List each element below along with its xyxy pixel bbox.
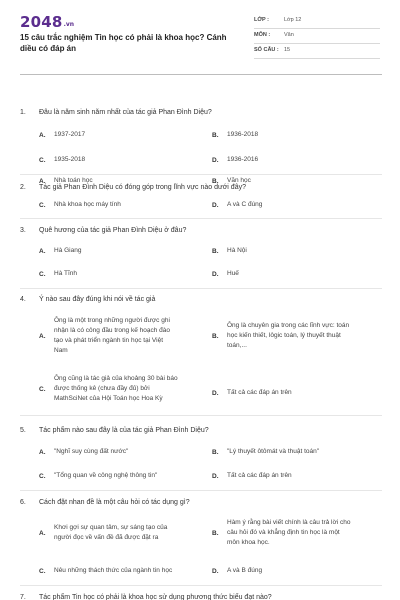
question-2-option-d[interactable]	[212, 200, 262, 210]
question-5-option-a[interactable]	[39, 447, 128, 457]
meta-label: LỚP :	[254, 17, 269, 23]
question-7	[20, 593, 272, 600]
option-letter: B.	[212, 529, 219, 537]
option-line: học kiến thiết, lôgic toán, lý thuyết thuật	[227, 332, 341, 339]
option-line: tạo và phát triển ngành tin học tại Việt	[54, 337, 164, 344]
header-divider	[20, 74, 382, 75]
option-text: A và B đúng	[227, 567, 263, 574]
option-text	[227, 321, 349, 351]
meta-grade	[254, 14, 380, 29]
option-text	[54, 316, 170, 356]
question-text: Đâu là năm sinh năm nhất của tác giả Phan Đình Diệu?	[39, 109, 212, 116]
option-letter: A.	[39, 448, 46, 456]
question-5	[20, 426, 209, 435]
option-text: "Tổng quan về công nghệ thông tin"	[54, 472, 158, 479]
option-line: Ông là chuyên gia trong các lĩnh vực: toán	[227, 322, 350, 329]
option-text: Nêu những thách thức của ngành tin học	[54, 567, 173, 574]
option-letter: A.	[39, 332, 46, 340]
question-3-option-d[interactable]	[212, 269, 239, 279]
option-line: Hàm ý rằng bài viết chính là câu trả lời cho	[227, 519, 351, 526]
question-number: 5.	[20, 427, 26, 434]
question-text: Ý nào sau đây đúng khi nói về tác giả	[39, 296, 156, 303]
question-6-option-c[interactable]	[39, 566, 172, 576]
option-letter: D.	[212, 201, 219, 209]
option-text: Hà Giang	[54, 247, 82, 254]
logo-text: 2048	[20, 13, 63, 31]
question-2-option-c[interactable]	[39, 200, 121, 210]
option-text	[54, 523, 167, 543]
question-1-option-a[interactable]	[39, 130, 85, 140]
option-line: Ông là một trong những người được ghi	[54, 317, 170, 324]
option-line: MathSciNet của Hội Toán học Hoa Kỳ	[54, 395, 163, 402]
question-4-option-b[interactable]	[212, 321, 349, 351]
question-5-option-c[interactable]	[39, 471, 157, 481]
question-text: Tác phẩm nào sau đây là của tác giả Phan Đình Diệu?	[39, 427, 209, 434]
question-number: 7.	[20, 594, 26, 600]
question-6-option-d[interactable]	[212, 566, 262, 576]
question-3-option-a[interactable]	[39, 246, 81, 256]
option-text: Nhà khoa học máy tính	[54, 201, 121, 208]
question-separator	[20, 288, 382, 289]
option-line: môn khoa học.	[227, 539, 270, 546]
option-letter: C.	[39, 201, 46, 209]
option-letter: B.	[212, 247, 219, 255]
meta-value: 15	[284, 47, 291, 53]
option-letter: D.	[212, 472, 219, 480]
meta-question-count	[254, 44, 380, 59]
question-6-option-a[interactable]	[39, 523, 167, 543]
option-letter: B.	[212, 332, 219, 340]
question-4-option-d[interactable]	[212, 388, 292, 398]
question-number: 2.	[20, 184, 26, 191]
option-line: người đọc về vấn đề đã được đặt ra	[54, 534, 159, 541]
option-letter: A.	[39, 131, 46, 139]
question-3-option-b[interactable]	[212, 246, 247, 256]
option-text: Nhà toán học	[54, 177, 93, 184]
option-letter: D.	[212, 567, 219, 575]
option-letter: A.	[39, 529, 46, 537]
question-separator	[20, 490, 382, 491]
question-6	[20, 498, 190, 507]
site-logo[interactable]	[20, 14, 74, 30]
option-line: nhận là có công đầu trong kế hoạch đào	[54, 327, 171, 334]
question-separator	[20, 218, 382, 219]
document-title: 15 câu trắc nghiệm Tin học có phải là khoa học? Cánh diều có đáp án	[20, 33, 227, 53]
option-line: Khơi gợi sự quan tâm, sự sáng tạo của	[54, 524, 168, 531]
option-letter: B.	[212, 448, 219, 456]
meta-label: MÔN :	[254, 32, 271, 38]
question-4	[20, 295, 155, 304]
question-1-option-c[interactable]	[39, 155, 85, 165]
option-text: Văn học	[227, 177, 251, 184]
option-letter: C.	[39, 270, 46, 278]
question-6-option-b[interactable]	[212, 518, 351, 548]
option-text: Tất cả các đáp án trên	[227, 389, 292, 396]
option-text: 1935-2018	[54, 156, 86, 163]
option-text: 1936-2016	[227, 156, 259, 163]
option-letter: C.	[39, 385, 46, 393]
question-4-option-c[interactable]	[39, 374, 178, 404]
option-letter: D.	[212, 270, 219, 278]
option-text: Huế	[227, 270, 239, 277]
logo-domain: .vn	[63, 21, 75, 28]
question-5-option-d[interactable]	[212, 471, 292, 481]
question-separator	[20, 174, 382, 175]
question-3-option-c[interactable]	[39, 269, 77, 279]
question-5-option-b[interactable]	[212, 447, 319, 457]
question-text: Cách đặt nhan đề là một câu hỏi có tác dụng gì?	[39, 499, 190, 506]
question-number: 3.	[20, 227, 26, 234]
question-2-option-b[interactable]	[212, 176, 251, 186]
option-line: Ông cũng là tác giả của khoảng 30 bài báo	[54, 375, 178, 382]
option-letter: D.	[212, 389, 219, 397]
option-letter: A.	[39, 247, 46, 255]
option-text: Hà Nội	[227, 247, 247, 254]
option-line: toán,...	[227, 342, 247, 349]
meta-subject	[254, 29, 380, 44]
question-number: 4.	[20, 296, 26, 303]
option-letter: B.	[212, 177, 219, 185]
option-text	[227, 518, 351, 548]
question-text: Quê hương của tác giả Phan Đình Diệu ở đâu?	[39, 227, 187, 234]
option-line: Nam	[54, 347, 68, 354]
option-line: câu hỏi đó và khẳng định tin học là một	[227, 529, 340, 536]
option-text	[54, 374, 178, 404]
option-text: "Nghĩ suy cùng đất nước"	[54, 448, 129, 455]
option-text: Tất cả các đáp án trên	[227, 472, 292, 479]
question-number: 1.	[20, 109, 26, 116]
option-text: 1937-2017	[54, 131, 86, 138]
question-1-option-b[interactable]	[212, 130, 258, 140]
meta-label: SỐ CÂU :	[254, 47, 279, 53]
option-letter: A.	[39, 177, 46, 185]
question-number: 6.	[20, 499, 26, 506]
option-text: A và C đúng	[227, 201, 263, 208]
question-separator	[20, 585, 382, 586]
meta-value: Lớp 12	[284, 17, 302, 23]
question-text: Tác giả Phan Đình Diệu có đóng góp trong lĩnh vực nào dưới đây?	[39, 184, 246, 191]
option-text: "Lý thuyết ôtômát và thuật toán"	[227, 448, 320, 455]
question-3	[20, 226, 186, 235]
question-text: Tác phẩm Tin học có phải là khoa học sử dụng phương thức biểu đạt nào?	[39, 594, 272, 600]
question-4-option-a[interactable]	[39, 316, 170, 356]
page-header	[0, 0, 400, 76]
option-line: được thống kê (chưa đầy đủ) bởi	[54, 385, 150, 392]
option-letter: C.	[39, 156, 46, 164]
option-letter: D.	[212, 156, 219, 164]
meta-value: Văn	[284, 32, 294, 38]
question-1-option-d[interactable]	[212, 155, 258, 165]
question-2-option-a[interactable]	[39, 176, 93, 186]
option-text: Hà Tĩnh	[54, 270, 78, 277]
option-text: 1936-2018	[227, 131, 259, 138]
option-letter: C.	[39, 472, 46, 480]
question-1	[20, 108, 212, 117]
question-separator	[20, 415, 382, 416]
option-letter: C.	[39, 567, 46, 575]
option-letter: B.	[212, 131, 219, 139]
